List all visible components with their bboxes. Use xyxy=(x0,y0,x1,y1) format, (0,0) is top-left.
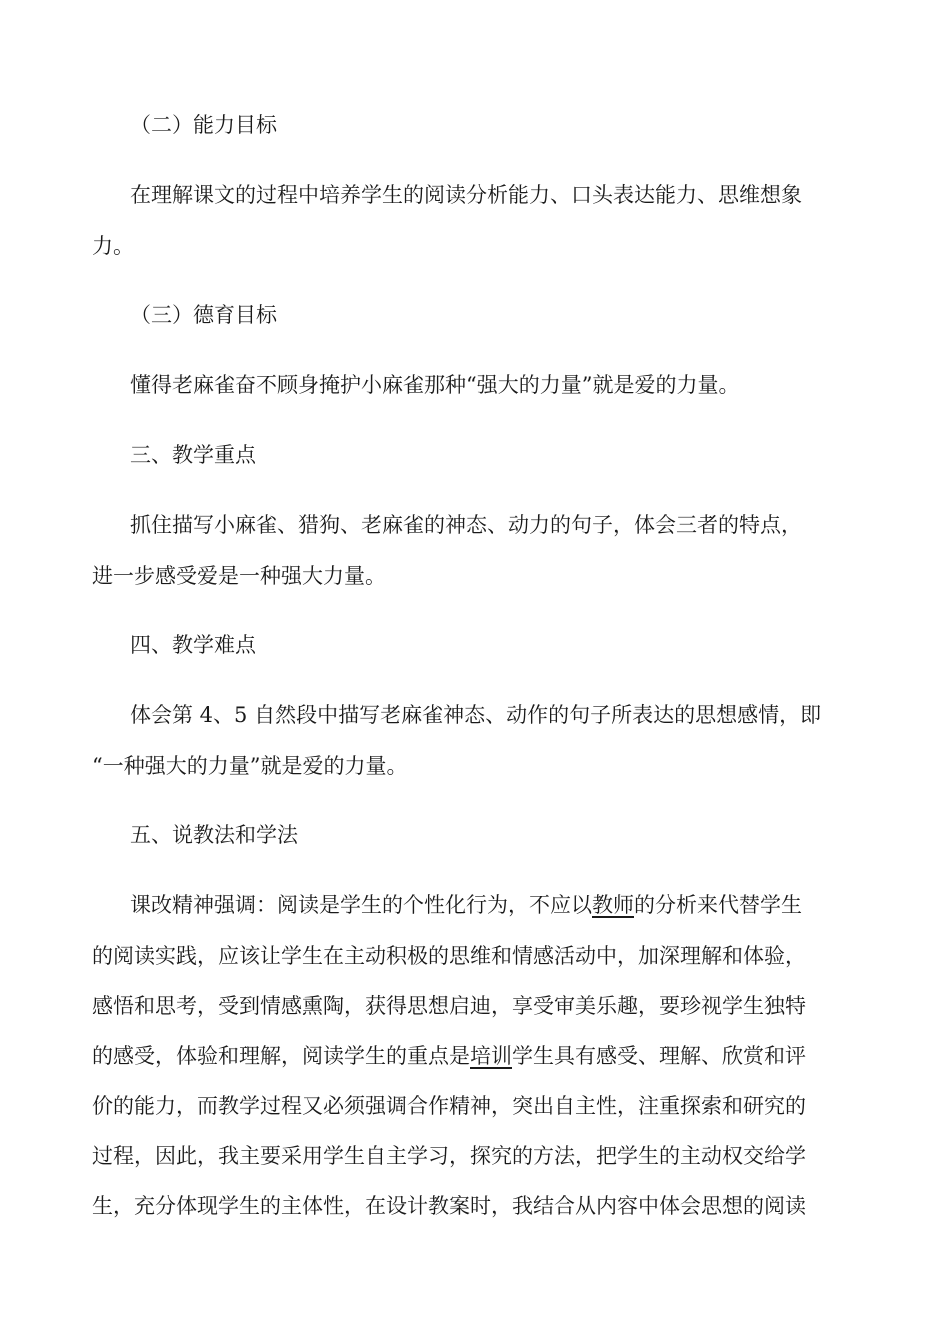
paragraph-method-line-2: 的阅读实践，应该让学生在主动积极的思维和情感活动中，加深理解和体验， xyxy=(92,944,806,968)
section-heading-moral-goals: （三）德育目标 xyxy=(130,303,277,327)
paragraph-difficulty-line-2: “一种强大的力量”就是爱的力量。 xyxy=(92,754,408,778)
method-text: 课改精神强调：阅读是学生的个性化行为，不应以 xyxy=(130,893,592,917)
method-text: 的感受，体验和理解，阅读学生的重点是 xyxy=(92,1044,470,1068)
paragraph-ability-line-2: 力。 xyxy=(92,234,134,258)
paragraph-method-line-6: 过程，因此，我主要采用学生自主学习，探究的方法，把学生的主动权交给学 xyxy=(92,1144,806,1168)
paragraph-method-line-7: 生，充分体现学生的主体性，在设计教案时，我结合从内容中体会思想的阅读 xyxy=(92,1194,806,1218)
section-heading-teaching-key-points: 三、教学重点 xyxy=(130,443,256,467)
paragraph-moral-line-1: 懂得老麻雀奋不顾身掩护小麻雀那种“强大的力量”就是爱的力量。 xyxy=(130,373,740,397)
section-heading-ability-goals: （二）能力目标 xyxy=(130,113,277,137)
paragraph-method-line-3: 感悟和思考，受到情感熏陶，获得思想启迪，享受审美乐趣，要珍视学生独特 xyxy=(92,994,806,1018)
paragraph-method-line-4 xyxy=(92,1046,806,1067)
paragraph-method-line-5: 价的能力，而教学过程又必须强调合作精神，突出自主性，注重探索和研究的 xyxy=(92,1094,806,1118)
teacher-link[interactable]: 教师 xyxy=(592,893,634,917)
paragraph-key-line-1: 抓住描写小麻雀、猎狗、老麻雀的神态、动力的句子，体会三者的特点， xyxy=(130,513,802,537)
paragraph-method-line-1 xyxy=(130,895,802,916)
method-text: 的分析来代替学生 xyxy=(634,893,802,917)
paragraph-key-line-2: 进一步感受爱是一种强大力量。 xyxy=(92,564,386,588)
training-link[interactable]: 培训 xyxy=(470,1044,512,1068)
paragraph-difficulty-line-1: 体会第 4、5 自然段中描写老麻雀神态、动作的句子所表达的思想感情，即 xyxy=(130,703,822,727)
paragraph-ability-line-1: 在理解课文的过程中培养学生的阅读分析能力、口头表达能力、思维想象 xyxy=(130,183,802,207)
section-heading-teaching-difficulties: 四、教学难点 xyxy=(130,633,256,657)
section-heading-teaching-methods: 五、说教法和学法 xyxy=(130,823,298,847)
method-text: 学生具有感受、理解、欣赏和评 xyxy=(512,1044,806,1068)
